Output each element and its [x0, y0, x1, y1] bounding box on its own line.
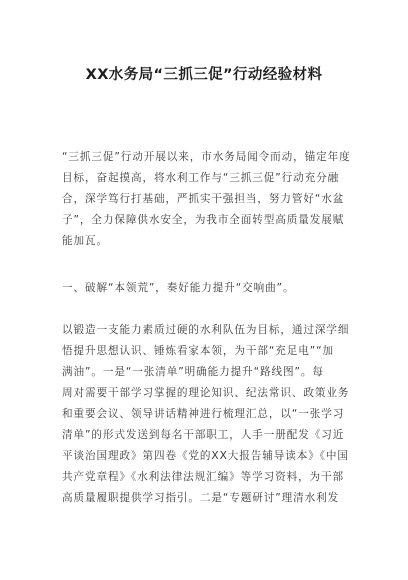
- paragraph-line: 满油”。一是“一张清单”明确能力提升“路线图”。每: [62, 366, 324, 378]
- body-paragraph: [62, 320, 358, 509]
- paragraph-line: 平谈治国理政》第四卷《党的XX大报告辅导读本》《中国: [62, 450, 349, 462]
- paragraph-line: 合，深学笃行打基础，严抓实干强担当，努力管好“水盆: [62, 193, 345, 205]
- paragraph-line: “三抓三促”行动开展以来，市水务局闻令而动，锚定年度: [62, 151, 351, 163]
- paragraph-line: 子”，全力保障供水安全，为我市全面转型高质量发展赋: [62, 214, 345, 226]
- paragraph-line: 高质量履职提供学习指引。二是“专题研讨”理清水利发: [62, 492, 340, 504]
- section-heading: 一、破解“本领荒”，奏好能力提升“交响曲”。: [62, 282, 295, 294]
- paragraph-line: 以锻造一支能力素质过硬的水利队伍为目标，通过深学细: [62, 324, 350, 336]
- paragraph-line: 能加瓦。: [62, 235, 108, 247]
- paragraph-line: 周对需要干部学习掌握的理论知识、纪法常识、政策业务: [62, 387, 350, 399]
- intro-paragraph: [62, 147, 358, 252]
- document-title: XX水务局“三抓三促”行动经验材料: [85, 67, 323, 83]
- paragraph-line: 目标，奋起摸高，将水利工作与“三抓三促”行动充分融: [62, 172, 340, 184]
- paragraph-line: 和重要会议、领导讲话精神进行梳理汇总，以“一张学习: [62, 408, 345, 420]
- paragraph-line: 悟提升思想认识、锤炼看家本领，为干部“充足电”“加: [62, 345, 335, 357]
- paragraph-line: 清单”的形式发送到每名干部职工，人手一册配发《习近: [62, 429, 345, 441]
- paragraph-line: 共产党章程》《水利法律法规汇编》等学习资料，为干部: [62, 471, 345, 483]
